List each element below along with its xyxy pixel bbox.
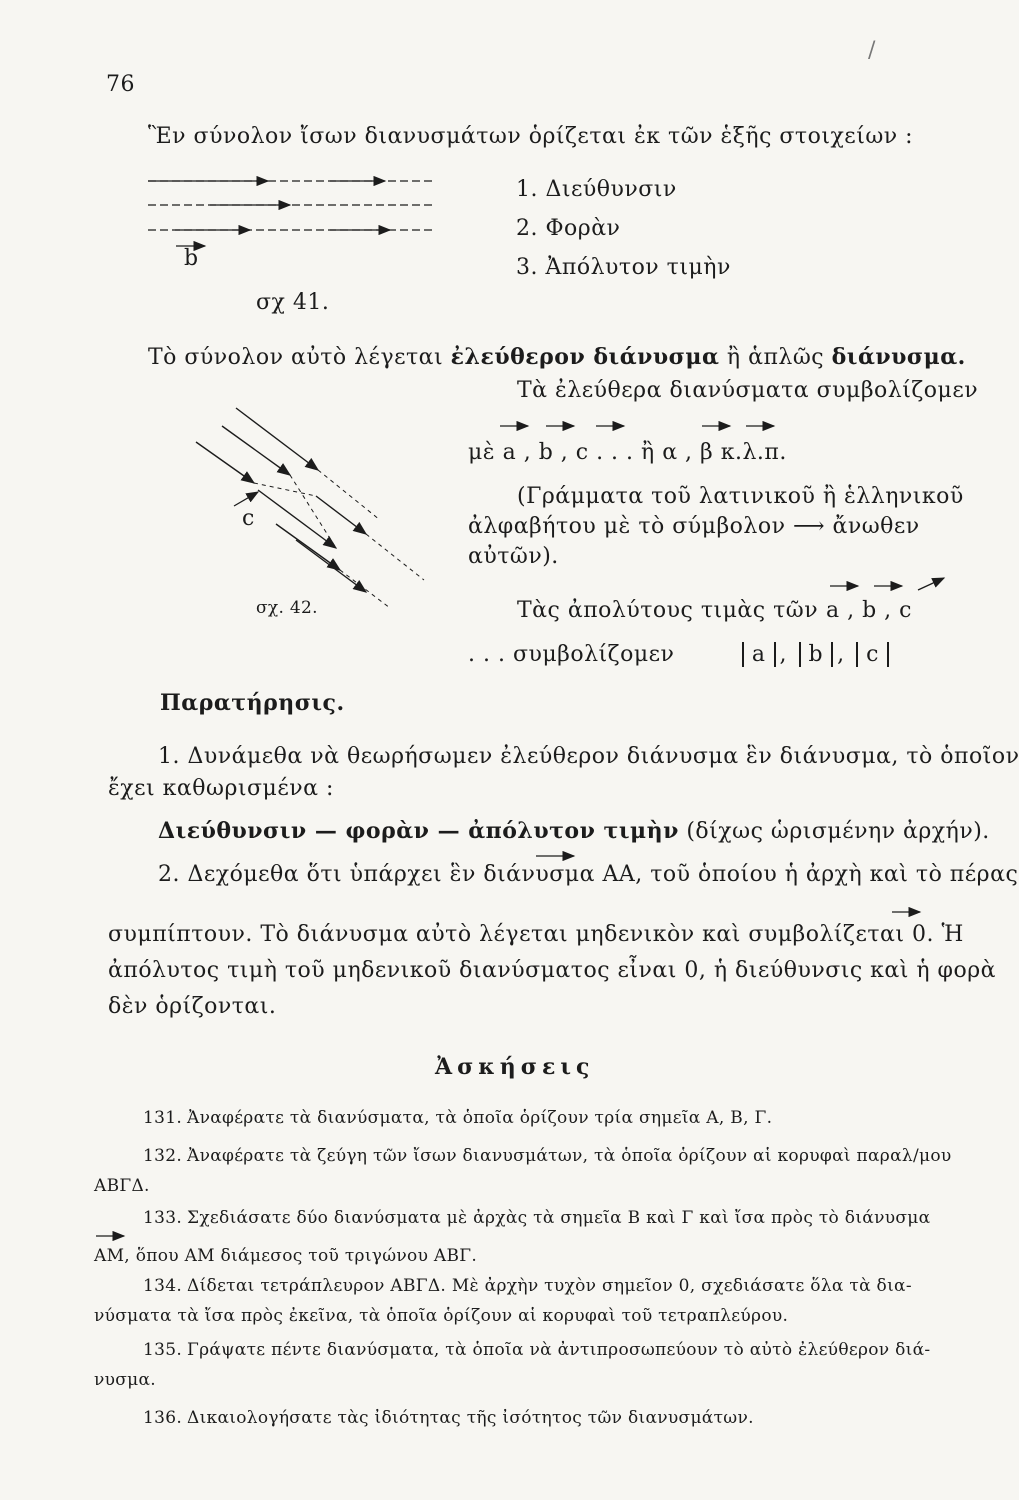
intro-line: Ἓν σύνολον ἴσων διανυσμάτων ὁρίζεται ἐκ τῶν ἑξῆς στοιχείων : [148, 124, 914, 149]
remark-p2a-vec: AA [602, 862, 636, 887]
symbol-line-3: (Γράμματα τοῦ λατινικοῦ ἢ ἑλληνικοῦ [517, 484, 964, 509]
symbol-line-6b: a , b , c [826, 598, 912, 623]
remark-p2c: ἀπόλυτος τιμὴ τοῦ μηδενικοῦ διανύσματος εἶναι 0, ἡ διεύθυνσις καὶ ἡ φορὰ [108, 958, 996, 983]
definition-pre: Τὸ σύνολον αὐτὸ λέγεται [148, 345, 444, 370]
exercise-132-line-1: Ἀναφέρατε τὰ ζεύγη τῶν ἴσων διανυσμάτων, τὰ ὁποῖα ὁρίζουν αἱ κορυφαὶ παραλ/μου [187, 1146, 952, 1166]
fig41-caption: σχ 41. [256, 290, 330, 315]
remark-p2b-vec: 0. [912, 922, 935, 947]
symbol-line-4: ἀλφαβήτου μὲ τὸ σύμβολον ⟶ ἄνωθεν [468, 514, 920, 539]
exercises-heading: Ἀσκήσεις [435, 1054, 595, 1080]
exercise-132-number: 132. [143, 1146, 183, 1166]
symbol-line-2: μὲ a , b , c . . . ἢ α , β κ.λ.π. [468, 440, 787, 465]
symbol-line-1: Τὰ ἐλεύθερα διανύσματα συμβολίζομεν [517, 378, 979, 403]
exercise-135-number: 135. [143, 1340, 183, 1360]
exercise-135-line-2: νυσμα. [94, 1370, 157, 1390]
symbol-line-7a: . . . συμβολίζομεν [468, 642, 675, 667]
exercise-133-number: 133. [143, 1208, 183, 1228]
symbol-line-7: . . . συμβολίζομεν a , b , c [468, 642, 893, 667]
remark-p2a-post: , τοῦ ὁποίου ἡ ἀρχὴ καὶ τὸ πέρας [635, 862, 1019, 887]
remark-p1c-rest: (δίχως ὡρισμένην ἀρχήν). [686, 819, 990, 844]
fig41-label-b: b [184, 246, 199, 271]
abs-value-c: c [856, 642, 889, 667]
fig42-label-c: c [242, 506, 255, 531]
exercise-136-number: 136. [143, 1408, 183, 1428]
exercise-131-number: 131. [143, 1108, 183, 1128]
exercise-135-line-1: Γράψατε πέντε διανύσματα, τὰ ὁποῖα νὰ ἀντιπροσωπεύουν τὸ αὐτὸ ἐλεύθερον διά- [187, 1340, 931, 1360]
corner-mark: / [868, 38, 876, 63]
remark-p2a-pre: 2. Δεχόμεθα ὅτι ὑπάρχει ἓν διάνυσμα [158, 862, 595, 887]
page-number: 76 [106, 72, 135, 97]
exercise-132-line-2: ΑΒΓΔ. [94, 1176, 150, 1196]
symbol-line-6a: Τὰς ἀπολύτους τιμὰς τῶν [517, 598, 819, 623]
fig41-item-3: 3. Ἀπόλυτον τιμὴν [516, 255, 731, 280]
abs-value-a: a [742, 642, 776, 667]
remark-p1b: ἔχει καθωρισμένα : [108, 776, 334, 801]
remark-p1a: 1. Δυνάμεθα νὰ θεωρήσωμεν ἐλεύθερον διάνυσμα ἓν διάνυσμα, τὸ ὁποῖον [158, 744, 1019, 769]
remark-p1c-bold: Διεύθυνσιν — φορὰν — ἀπόλυτον τιμὴν [158, 818, 679, 844]
exercise-136-line-1: Δικαιολογήσατε τὰς ἰδιότητας τῆς ἰσότητος τῶν διανυσμάτων. [187, 1408, 754, 1428]
abs-value-b: b [799, 642, 834, 667]
remark-p2b-pre: συμπίπτουν. Τὸ διάνυσμα αὐτὸ λέγεται μηδενικὸν καὶ συμβολίζεται [108, 922, 905, 947]
exercise-134-line-2: νύσματα τὰ ἴσα πρὸς ἐκεῖνα, τὰ ὁποῖα ὁρίζουν αἱ κορυφαὶ τοῦ τετραπλεύρου. [94, 1306, 789, 1326]
remark-p2d: δὲν ὁρίζονται. [108, 994, 277, 1019]
exercise-133-line-1: Σχεδιάσατε δύο διανύσματα μὲ ἀρχὰς τὰ σημεῖα Β καὶ Γ καὶ ἴσα πρὸς τὸ διάνυσμα [187, 1208, 931, 1228]
definition-bold-1: ἐλεύθερον διάνυσμα [450, 344, 720, 370]
exercise-131-line-1: Ἀναφέρατε τὰ διανύσματα, τὰ ὁποῖα ὁρίζουν τρία σημεῖα Α, Β, Γ. [187, 1108, 773, 1128]
remark-p2b-post: Ἡ [941, 922, 964, 947]
definition-mid: ἢ ἁπλῶς [726, 345, 825, 370]
exercise-134-number: 134. [143, 1276, 183, 1296]
fig42-caption: σχ. 42. [256, 598, 318, 618]
definition-bold-2: διάνυσμα. [831, 344, 966, 370]
fig41-item-1: 1. Διεύθυνσιν [516, 177, 677, 202]
symbol-line-5: αὐτῶν). [468, 544, 559, 569]
exercise-133-line-2: AM, ὅπου ΑΜ διάμεσος τοῦ τριγώνου ΑΒΓ. [94, 1246, 478, 1266]
exercise-134-line-1: Δίδεται τετράπλευρον ΑΒΓΔ. Μὲ ἀρχὴν τυχὸν σημεῖον 0, σχεδιάσατε ὅλα τὰ δια- [187, 1276, 912, 1296]
fig41-item-2: 2. Φορὰν [516, 216, 621, 241]
remark-title: Παρατήρησις. [160, 690, 345, 716]
